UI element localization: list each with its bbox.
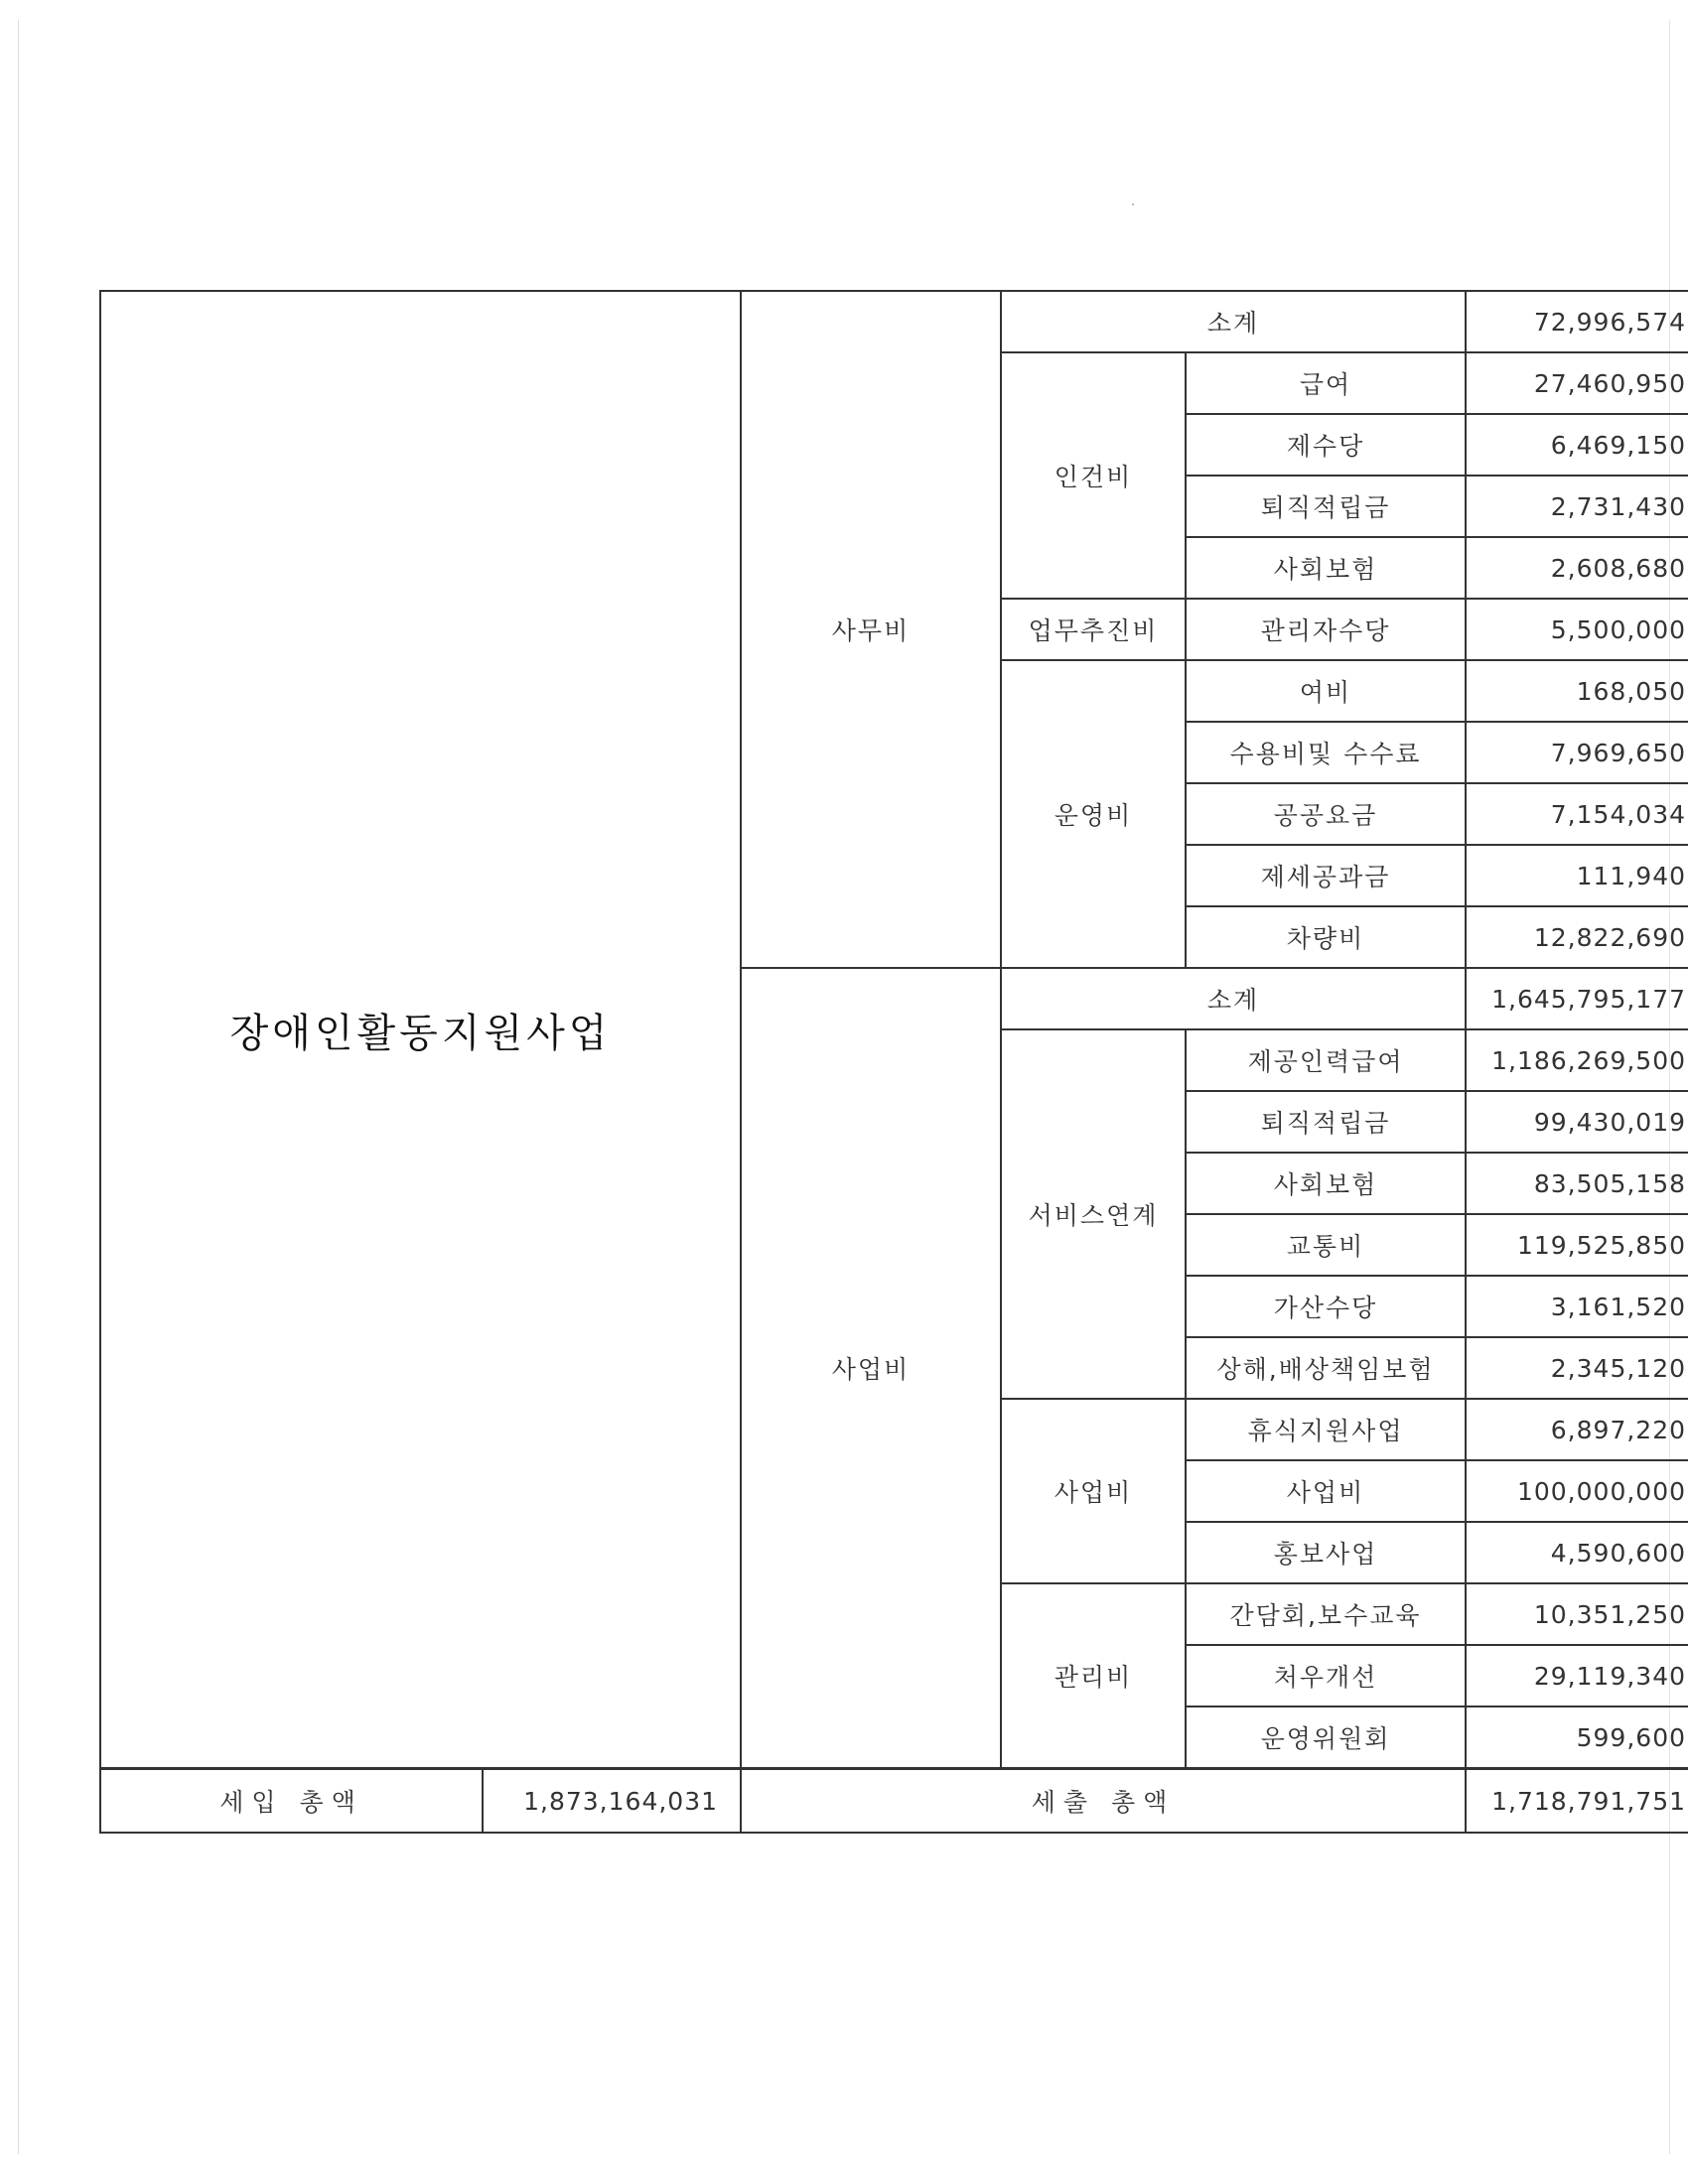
item-amount: 6,897,220 (1466, 1399, 1688, 1460)
subtotal-amount: 1,645,795,177 (1466, 968, 1688, 1029)
item-amount: 12,822,690 (1466, 906, 1688, 968)
item-amount: 4,590,600 (1466, 1522, 1688, 1583)
item-name: 제세공과금 (1186, 845, 1466, 906)
budget-table (99, 290, 1688, 1834)
subtotal-label: 소계 (1001, 968, 1466, 1029)
item-name: 퇴직적립금 (1186, 1091, 1466, 1153)
item-name: 휴식지원사업 (1186, 1399, 1466, 1460)
budget-table-body (100, 291, 1688, 1833)
item-name: 처우개선 (1186, 1645, 1466, 1706)
subtotal-amount: 72,996,574 (1466, 291, 1688, 352)
group-label: 인건비 (1001, 352, 1186, 599)
group-label: 관리비 (1001, 1583, 1186, 1769)
item-amount: 6,469,150 (1466, 414, 1688, 476)
item-amount: 111,940 (1466, 845, 1688, 906)
project-title: 장애인활동지원사업 (100, 291, 741, 1769)
item-name: 홍보사업 (1186, 1522, 1466, 1583)
item-amount: 29,119,340 (1466, 1645, 1688, 1706)
group-label: 운영비 (1001, 660, 1186, 968)
item-name: 가산수당 (1186, 1276, 1466, 1337)
item-name: 차량비 (1186, 906, 1466, 968)
item-amount: 99,430,019 (1466, 1091, 1688, 1153)
item-amount: 10,351,250 (1466, 1583, 1688, 1645)
category-business: 사업비 (741, 968, 1001, 1769)
item-name: 급여 (1186, 352, 1466, 414)
item-amount: 7,154,034 (1466, 783, 1688, 845)
item-amount: 2,345,120 (1466, 1337, 1688, 1399)
item-amount: 2,608,680 (1466, 537, 1688, 599)
group-label: 업무추진비 (1001, 599, 1186, 660)
item-amount: 83,505,158 (1466, 1153, 1688, 1214)
item-name: 수용비및 수수료 (1186, 722, 1466, 783)
expense-total-label: 세출 총액 (741, 1769, 1466, 1834)
item-name: 사회보험 (1186, 537, 1466, 599)
category-office: 사무비 (741, 291, 1001, 968)
item-name: 여비 (1186, 660, 1466, 722)
income-total-label: 세입 총액 (100, 1769, 483, 1834)
totals-row (100, 1769, 1688, 1834)
group-label: 서비스연계 (1001, 1029, 1186, 1399)
group-label: 사업비 (1001, 1399, 1186, 1583)
page-edge (18, 20, 19, 2154)
item-amount: 2,731,430 (1466, 476, 1688, 537)
expense-total-amount: 1,718,791,751 (1466, 1769, 1688, 1834)
item-name: 교통비 (1186, 1214, 1466, 1276)
item-amount: 5,500,000 (1466, 599, 1688, 660)
item-name: 관리자수당 (1186, 599, 1466, 660)
subtotal-row (100, 291, 1688, 352)
item-amount: 168,050 (1466, 660, 1688, 722)
item-name: 사회보험 (1186, 1153, 1466, 1214)
item-amount: 7,969,650 (1466, 722, 1688, 783)
item-amount: 599,600 (1466, 1706, 1688, 1769)
item-name: 제수당 (1186, 414, 1466, 476)
item-amount: 1,186,269,500 (1466, 1029, 1688, 1091)
item-name: 퇴직적립금 (1186, 476, 1466, 537)
item-name: 공공요금 (1186, 783, 1466, 845)
item-name: 간담회,보수교육 (1186, 1583, 1466, 1645)
subtotal-label: 소계 (1001, 291, 1466, 352)
scan-speck (1132, 204, 1134, 205)
item-name: 상해,배상책임보험 (1186, 1337, 1466, 1399)
item-amount: 27,460,950 (1466, 352, 1688, 414)
item-amount: 3,161,520 (1466, 1276, 1688, 1337)
item-name: 사업비 (1186, 1460, 1466, 1522)
item-amount: 100,000,000 (1466, 1460, 1688, 1522)
income-total-amount: 1,873,164,031 (483, 1769, 741, 1834)
item-amount: 119,525,850 (1466, 1214, 1688, 1276)
item-name: 운영위원회 (1186, 1706, 1466, 1769)
item-name: 제공인력급여 (1186, 1029, 1466, 1091)
